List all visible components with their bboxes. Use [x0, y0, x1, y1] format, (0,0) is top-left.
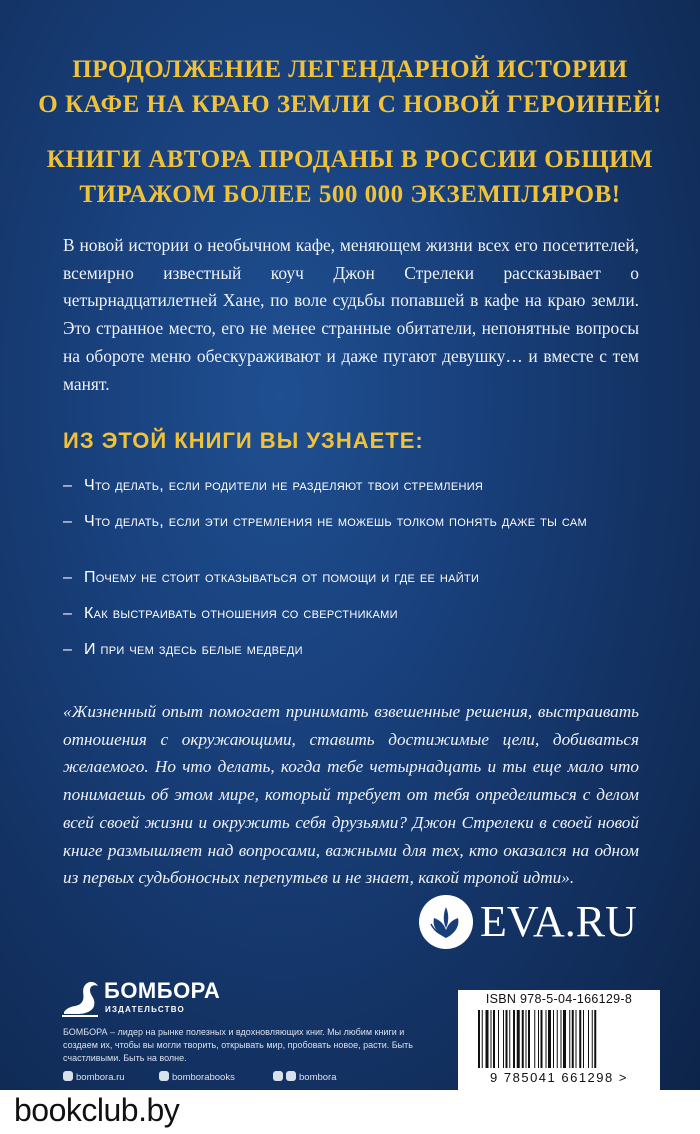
- barcode-bar: [498, 1010, 499, 1068]
- bullet-dash: –: [63, 569, 73, 586]
- publisher-subtitle: ИЗДАТЕЛЬСТВО: [105, 1005, 185, 1014]
- barcode-bar: [541, 1010, 543, 1068]
- watermark-text: bookclub.by: [14, 1092, 180, 1128]
- barcode-bar: [491, 1010, 492, 1068]
- isbn-label: ISBN 978-5-04-166129-8: [485, 992, 633, 1006]
- headline-sequel: [30, 52, 670, 122]
- headline-sequel-line2: О КАФЕ НА КРАЮ ЗЕМЛИ С НОВОЙ ГЕРОИНЕЙ!: [38, 91, 662, 118]
- barcode-bar: [482, 1010, 483, 1068]
- list-item-text: И при чем здесь белые медведи: [84, 641, 303, 658]
- book-blurb: В новой истории о необычном кафе, меняющем жизни всех его посетителей, всемирно известный коуч Джон Стрелеки рассказывает о четырнадцатилетней Хане, по воле судьбы попавшей в кафе на краю земли. Это странное место, его не менее странные обитатели, непонятные вопросы на обороте меню обескураживают и даже пугают девушку… и вместе с тем манят.: [63, 235, 639, 394]
- barcode-bar: [557, 1010, 558, 1068]
- publisher-description: БОМБОРА – лидер на рынке полезных и вдохновляющих книг. Мы любим книги и создаем их, чтобы вы могли творить, открывать мир, пробовать новое, расти. Быть счастливыми. Быть на волне.: [63, 1027, 413, 1063]
- bullet-dash: –: [63, 605, 73, 622]
- eva-leaf-icon: [418, 894, 474, 950]
- globe-icon: [63, 1071, 73, 1081]
- barcode-bar: [538, 1010, 539, 1068]
- social-site: [63, 1071, 125, 1083]
- eva-brand-text: EVA.RU: [480, 897, 637, 946]
- eva-logo: [418, 894, 648, 950]
- barcode-bar: [486, 1010, 489, 1068]
- barcode-panel: [458, 990, 660, 1090]
- barcode-bar: [548, 1010, 551, 1068]
- watermark-strip: [0, 1090, 700, 1134]
- social-books-label: bomborabooks: [172, 1072, 235, 1083]
- headline-sales-line2: ТИРАЖОМ БОЛЕЕ 500 000 ЭКЗЕМПЛЯРОВ!: [79, 181, 621, 208]
- list-item-text: Что делать, если родители не разделяют твои стремления: [84, 477, 484, 494]
- barcode-bar: [546, 1010, 547, 1068]
- list-item-text: Как выстраивать отношения со сверстниками: [84, 605, 398, 622]
- bombora-wave-icon: [60, 974, 100, 1018]
- barcode-bars: [474, 1010, 644, 1070]
- barcode-bar: [579, 1010, 581, 1068]
- publisher-socials: [63, 1071, 463, 1087]
- camera-icon: [159, 1071, 169, 1081]
- barcode-bar: [526, 1010, 527, 1068]
- review-quote: «Жизненный опыт помогает принимать взвешенные решения, выстраивать отношения с окружающими, ставить достижимые цели, добиваться желаемого. Но что делать, когда тебе четырнадцать и ты еще мало что понимаешь об этом мире, который требует от тебя определиться с делом всей своей жизни и окружить себя друзьями? Джон Стрелеки в своей новой книге размышляет над вопросами, важными для тех, кто оказался на одном из первых судьбоносных перепутьев и не знает, какой тропой идти».: [63, 702, 639, 888]
- barcode-bar: [588, 1010, 589, 1068]
- barcode-bar: [583, 1010, 584, 1068]
- bullet-dash: –: [63, 513, 73, 530]
- barcode-bar: [513, 1010, 515, 1068]
- headline-sales-line1: КНИГИ АВТОРА ПРОДАНЫ В РОССИИ ОБЩИМ: [46, 146, 654, 173]
- social-site-label: bombora.ru: [76, 1072, 125, 1083]
- barcode-bar: [569, 1010, 570, 1068]
- social-channel-label: bombora: [299, 1072, 337, 1083]
- bullet-dash: –: [63, 641, 73, 658]
- barcode-bar: [522, 1010, 524, 1068]
- learn-section-title: ИЗ ЭТОЙ КНИГИ ВЫ УЗНАЕТЕ:: [63, 428, 424, 453]
- barcode-bar: [528, 1010, 530, 1068]
- list-item-text: Что делать, если эти стремления не можешь толком понять даже ты сам: [84, 513, 588, 530]
- publisher-name: БОМБОРА: [104, 978, 221, 1003]
- barcode-bar: [576, 1010, 577, 1068]
- headline-sales: [30, 142, 670, 212]
- barcode-bar: [509, 1010, 510, 1068]
- publisher-logo: [60, 966, 280, 1026]
- barcode-bar: [592, 1010, 593, 1068]
- barcode-bar: [594, 1010, 596, 1068]
- social-books: [159, 1071, 235, 1083]
- barcode-bar: [553, 1010, 554, 1068]
- barcode-bar: [517, 1010, 520, 1068]
- telegram-icon: [286, 1071, 296, 1081]
- social-channel: [273, 1071, 337, 1083]
- headline-sequel-line1: ПРОДОЛЖЕНИЕ ЛЕГЕНДАРНОЙ ИСТОРИИ: [72, 56, 628, 83]
- barcode-bar: [493, 1010, 495, 1068]
- barcode-bar: [534, 1010, 535, 1068]
- barcode-bar: [561, 1010, 562, 1068]
- barcode-bar: [506, 1010, 508, 1068]
- list-item-text: Почему не стоит отказываться от помощи и где ее найти: [84, 569, 480, 586]
- vk-icon: [273, 1071, 283, 1081]
- barcode-bar: [478, 1010, 480, 1068]
- barcode-bar: [572, 1010, 574, 1068]
- barcode-bar: [563, 1010, 566, 1068]
- barcode-bar: [503, 1010, 504, 1068]
- bullet-dash: –: [63, 477, 73, 494]
- barcode-digits: 9 785041 661298 >: [490, 1070, 628, 1085]
